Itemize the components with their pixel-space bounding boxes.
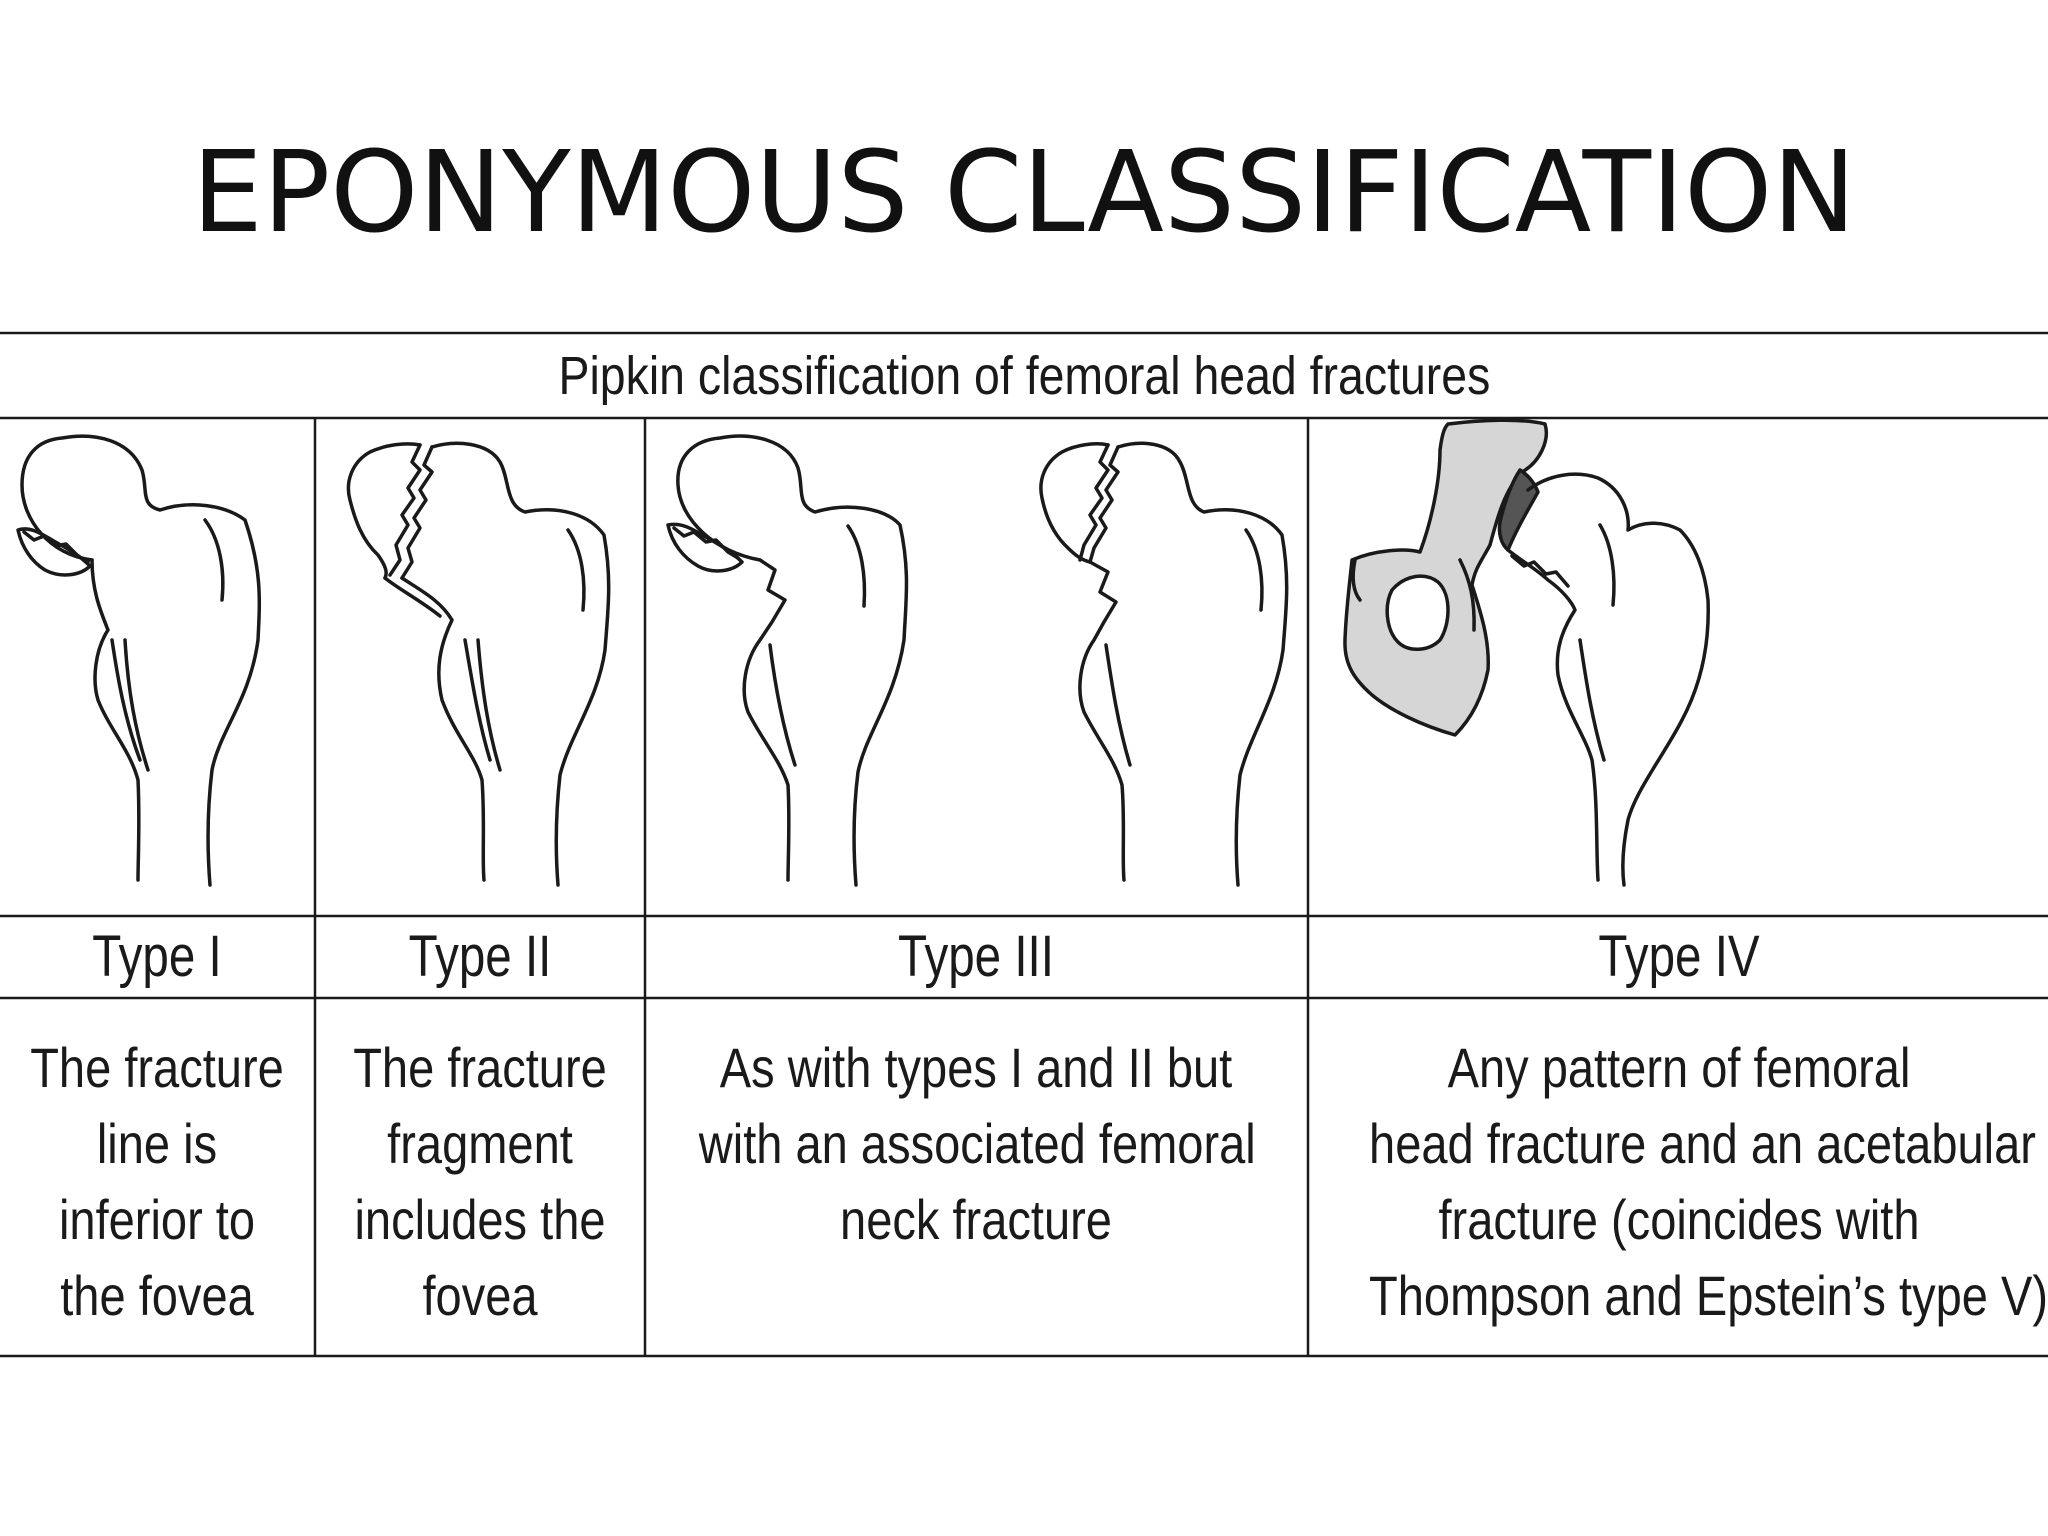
type-2-label: Type II	[408, 924, 552, 989]
type-2-description	[342, 1030, 618, 1334]
type-4-description-line: Any pattern of femoral	[1447, 1036, 1911, 1099]
type-4-acetabulum-femur-illustration	[1345, 420, 1708, 885]
type-2-femur-illustration	[348, 443, 608, 885]
type-1-description-line: line is	[96, 1112, 218, 1175]
type-1-description-line: inferior to	[58, 1188, 256, 1251]
type-1-femur-illustration	[18, 436, 259, 885]
type-2-description-line: includes the	[354, 1188, 606, 1251]
type-1-label: Type I	[92, 924, 222, 989]
slide-title: EPONYMOUS CLASSIFICATION	[191, 128, 1857, 258]
type-3-description-line: neck fracture	[840, 1188, 1112, 1251]
type-1-description	[25, 1030, 289, 1334]
type-3-femur-illustration-right	[1041, 443, 1287, 885]
type-2-description-line: fragment	[387, 1112, 573, 1175]
table-title: Pipkin classification of femoral head fractures	[558, 346, 1491, 406]
type-4-description-line: fracture (coincides with	[1438, 1188, 1920, 1251]
type-3-description-line: As with types I and II but	[719, 1036, 1233, 1099]
type-3-description	[698, 1030, 1256, 1258]
type-4-description-line: Thompson and Epstein’s type V)	[1369, 1264, 2048, 1327]
type-4-description	[1369, 1030, 2048, 1334]
type-1-description-line: The fracture	[30, 1036, 284, 1099]
type-3-femur-illustration-left	[668, 436, 907, 885]
type-1-description-line: the fovea	[60, 1264, 254, 1327]
type-2-description-line: The fracture	[353, 1036, 607, 1099]
type-4-label: Type IV	[1598, 924, 1760, 989]
type-3-description-line: with an associated femoral	[698, 1112, 1256, 1175]
type-2-description-line: fovea	[422, 1264, 538, 1327]
type-3-label: Type III	[898, 924, 1054, 989]
type-4-description-line: head fracture and an acetabular	[1369, 1112, 2036, 1175]
